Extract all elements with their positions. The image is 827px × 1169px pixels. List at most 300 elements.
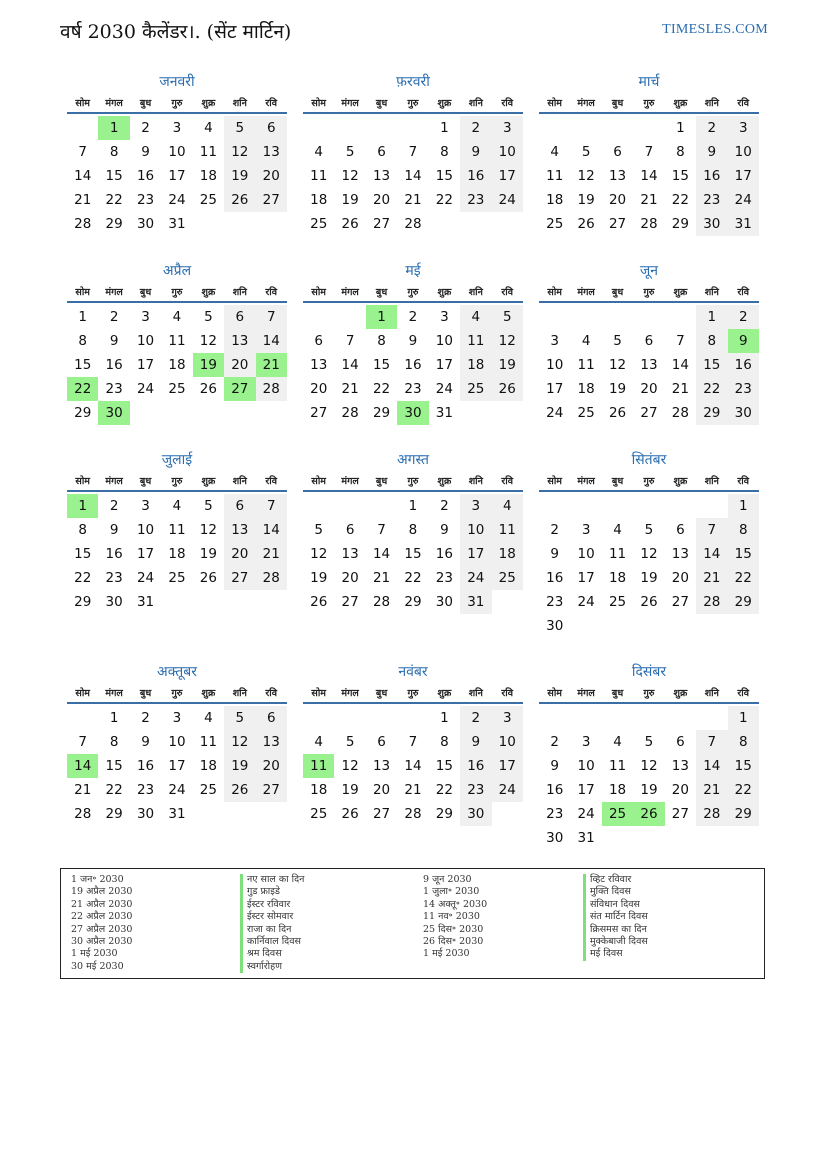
- empty-cell: [334, 116, 365, 140]
- day-cell: 10: [577, 546, 595, 562]
- day-cell: 21: [404, 192, 422, 208]
- day-cell: 11: [608, 546, 627, 562]
- day-cell: 15: [728, 754, 759, 778]
- day-cell: 28: [404, 806, 422, 822]
- day-cell: 1: [728, 706, 759, 730]
- empty-cell: [602, 706, 633, 730]
- weekday-header: [539, 92, 759, 114]
- day-cell: 10: [546, 357, 564, 373]
- legend-entry: 27 अप्रैल 2030: [71, 923, 133, 935]
- day-cell: 8: [408, 522, 418, 538]
- day-cell: 19: [492, 353, 523, 377]
- day-cell: 31: [136, 594, 155, 610]
- day-cell: 23: [460, 188, 491, 212]
- month-name: जुलाई: [161, 452, 193, 468]
- day-cell: 22: [728, 566, 759, 590]
- day-cell: 1: [440, 710, 449, 726]
- weekday-label: सोम: [547, 475, 562, 487]
- day-cell: 16: [460, 164, 491, 188]
- day-cell: 4: [172, 309, 182, 325]
- weekday-label: रवि: [501, 286, 514, 298]
- day-cell: 5: [204, 309, 213, 325]
- day-cell: 7: [345, 333, 355, 349]
- empty-cell: [397, 116, 428, 140]
- day-cell: 24: [577, 806, 595, 822]
- day-cell: 9: [141, 144, 150, 160]
- day-cell: 10: [460, 518, 491, 542]
- day-cell: 4: [314, 144, 323, 160]
- legend-entry: गुड फ्राइडे: [240, 886, 304, 898]
- day-cell: 2: [109, 309, 119, 325]
- day-cell: 13: [372, 758, 391, 774]
- day-cell: 17: [460, 542, 491, 566]
- day-cell: 13: [256, 140, 287, 164]
- holiday-day-cell: 22: [67, 377, 98, 401]
- day-cell: 17: [168, 168, 186, 184]
- day-cell: 24: [492, 188, 523, 212]
- legend-entry: ईस्टर रविवार: [240, 899, 304, 911]
- legend-entry: संत मार्टिन दिवस: [583, 911, 648, 923]
- day-cell: 11: [168, 333, 186, 349]
- day-cell: 16: [546, 782, 564, 798]
- weekday-label: शुक्र: [437, 97, 452, 109]
- day-grid: [303, 494, 523, 614]
- day-cell: 9: [550, 758, 559, 774]
- holiday-day-cell: 30: [98, 401, 129, 425]
- day-cell: 29: [728, 802, 759, 826]
- day-cell: 24: [136, 570, 155, 586]
- day-cell: 4: [204, 120, 213, 136]
- day-cell: 3: [492, 116, 523, 140]
- weekday-header: [303, 92, 523, 114]
- day-cell: 14: [372, 546, 391, 562]
- day-cell: 11: [460, 329, 491, 353]
- weekday-label: शनि: [468, 687, 483, 699]
- empty-cell: [665, 305, 696, 329]
- day-grid: [303, 116, 523, 236]
- day-cell: 15: [105, 168, 123, 184]
- empty-cell: [366, 116, 397, 140]
- page-title: वर्ष 2030 कैलेंडर।. (सेंट मार्टिन): [60, 21, 292, 43]
- day-cell: 6: [676, 522, 685, 538]
- legend-entry: श्रम दिवस: [240, 948, 304, 960]
- day-cell: 24: [136, 381, 155, 397]
- day-cell: 4: [460, 305, 491, 329]
- day-cell: 7: [256, 305, 287, 329]
- day-cell: 23: [136, 192, 155, 208]
- weekday-label: मंगल: [105, 97, 123, 109]
- day-cell: 2: [141, 120, 150, 136]
- day-cell: 26: [199, 381, 217, 397]
- empty-cell: [303, 116, 334, 140]
- day-cell: 2: [460, 116, 491, 140]
- day-cell: 12: [640, 758, 658, 774]
- month-name: मई: [405, 263, 421, 279]
- day-cell: 9: [408, 333, 418, 349]
- empty-cell: [696, 494, 727, 518]
- day-cell: 29: [74, 405, 92, 421]
- day-cell: 10: [435, 333, 453, 349]
- day-cell: 18: [199, 758, 217, 774]
- day-cell: 16: [546, 570, 564, 586]
- day-cell: 23: [105, 381, 123, 397]
- day-cell: 8: [676, 144, 685, 160]
- day-grid: [303, 305, 523, 425]
- weekday-label: गुरु: [171, 475, 183, 487]
- empty-cell: [633, 706, 664, 730]
- day-cell: 6: [676, 734, 685, 750]
- empty-cell: [539, 305, 570, 329]
- day-cell: 8: [78, 522, 87, 538]
- day-cell: 25: [168, 570, 186, 586]
- day-cell: 11: [199, 144, 217, 160]
- month-name: दिसंबर: [631, 664, 667, 680]
- day-cell: 19: [341, 192, 359, 208]
- empty-cell: [602, 116, 633, 140]
- day-cell: 17: [168, 758, 186, 774]
- day-cell: 9: [460, 140, 491, 164]
- day-cell: 25: [546, 216, 564, 232]
- day-cell: 27: [608, 216, 627, 232]
- legend-entry: क्रिसमस का दिन: [583, 924, 648, 936]
- day-cell: 20: [372, 192, 391, 208]
- legend-entry: संविधान दिवस: [583, 899, 648, 911]
- day-cell: 30: [136, 216, 155, 232]
- day-cell: 15: [728, 542, 759, 566]
- legend-entry: 26 दिस॰ 2030: [423, 936, 484, 948]
- day-cell: 5: [581, 144, 591, 160]
- weekday-label: बुध: [611, 687, 624, 699]
- holiday-day-cell: 14: [67, 754, 98, 778]
- day-cell: 20: [640, 381, 658, 397]
- day-cell: 26: [224, 778, 255, 802]
- day-grid: [539, 305, 759, 425]
- day-cell: 7: [408, 734, 418, 750]
- day-cell: 12: [640, 546, 658, 562]
- day-cell: 8: [440, 144, 449, 160]
- day-cell: 7: [644, 144, 654, 160]
- day-cell: 18: [608, 782, 627, 798]
- day-cell: 27: [341, 594, 359, 610]
- legend-entry: 30 अप्रैल 2030: [71, 936, 133, 948]
- weekday-header: [303, 470, 523, 492]
- day-cell: 13: [256, 730, 287, 754]
- site-brand-link[interactable]: TIMESLES.COM: [662, 22, 768, 37]
- day-cell: 8: [696, 329, 727, 353]
- day-cell: 9: [440, 522, 449, 538]
- day-cell: 29: [105, 216, 123, 232]
- day-cell: 28: [256, 377, 287, 401]
- day-cell: 3: [172, 120, 182, 136]
- weekday-label: रवि: [737, 687, 750, 699]
- weekday-header: [539, 470, 759, 492]
- weekday-label: मंगल: [341, 475, 359, 487]
- day-grid: [67, 494, 287, 614]
- day-cell: 15: [435, 168, 453, 184]
- day-cell: 4: [492, 494, 523, 518]
- day-cell: 7: [676, 333, 685, 349]
- day-cell: 28: [696, 590, 727, 614]
- weekday-label: मंगल: [341, 687, 359, 699]
- month-block: [303, 261, 523, 425]
- empty-cell: [366, 494, 397, 518]
- day-cell: 10: [492, 140, 523, 164]
- legend-entry: 30 मई 2030: [71, 960, 124, 972]
- day-cell: 13: [671, 546, 689, 562]
- day-cell: 1: [440, 120, 449, 136]
- empty-cell: [303, 706, 334, 730]
- empty-cell: [397, 706, 428, 730]
- day-cell: 22: [671, 192, 689, 208]
- weekday-label: शनि: [232, 97, 247, 109]
- weekday-label: गुरु: [171, 286, 183, 298]
- day-cell: 26: [577, 216, 595, 232]
- day-cell: 28: [372, 594, 391, 610]
- day-cell: 19: [341, 782, 359, 798]
- day-cell: 1: [78, 309, 87, 325]
- weekday-label: सोम: [75, 97, 90, 109]
- day-cell: 18: [608, 570, 627, 586]
- day-cell: 1: [696, 305, 727, 329]
- day-cell: 21: [671, 381, 689, 397]
- day-cell: 6: [345, 522, 355, 538]
- weekday-label: रवि: [265, 97, 278, 109]
- weekday-label: सोम: [547, 286, 562, 298]
- weekday-header: [303, 281, 523, 303]
- legend-names-col-1: [240, 874, 304, 973]
- day-cell: 24: [546, 405, 564, 421]
- day-cell: 22: [728, 778, 759, 802]
- weekday-label: सोम: [311, 475, 326, 487]
- day-cell: 15: [404, 546, 422, 562]
- day-cell: 29: [728, 590, 759, 614]
- day-cell: 12: [199, 333, 217, 349]
- day-cell: 6: [256, 706, 287, 730]
- day-cell: 6: [256, 116, 287, 140]
- month-block: [539, 72, 759, 236]
- day-cell: 4: [550, 144, 559, 160]
- day-cell: 2: [460, 706, 491, 730]
- weekday-label: गुरु: [407, 97, 419, 109]
- day-cell: 23: [696, 188, 727, 212]
- day-grid: [539, 116, 759, 236]
- holiday-legend: [60, 868, 765, 979]
- day-cell: 30: [546, 830, 564, 846]
- month-block: [303, 72, 523, 236]
- weekday-label: गुरु: [643, 475, 655, 487]
- empty-cell: [633, 494, 664, 518]
- day-cell: 6: [377, 144, 386, 160]
- day-cell: 21: [256, 542, 287, 566]
- day-cell: 16: [105, 546, 123, 562]
- weekday-label: बुध: [375, 286, 388, 298]
- day-cell: 6: [613, 144, 622, 160]
- day-cell: 26: [341, 806, 359, 822]
- day-cell: 25: [199, 782, 217, 798]
- day-cell: 4: [613, 522, 622, 538]
- legend-entry: 1 जुला॰ 2030: [423, 886, 480, 898]
- day-cell: 30: [460, 802, 491, 826]
- day-cell: 20: [224, 353, 255, 377]
- day-cell: 12: [341, 168, 359, 184]
- weekday-label: शुक्र: [437, 475, 452, 487]
- legend-entry: 22 अप्रैल 2030: [71, 911, 133, 923]
- day-cell: 17: [577, 782, 595, 798]
- weekday-label: शुक्र: [673, 97, 688, 109]
- holiday-day-cell: 25: [602, 802, 633, 826]
- legend-entry: 1 मई 2030: [423, 948, 470, 960]
- day-cell: 13: [341, 546, 359, 562]
- day-cell: 25: [310, 806, 328, 822]
- day-cell: 22: [435, 782, 453, 798]
- month-name: जनवरी: [159, 74, 195, 90]
- month-name: सितंबर: [631, 452, 667, 468]
- legend-dates-col-1: [71, 874, 132, 973]
- legend-dates-col-2: [423, 874, 487, 961]
- day-cell: 16: [136, 758, 155, 774]
- day-cell: 24: [168, 782, 186, 798]
- day-cell: 15: [105, 758, 123, 774]
- day-cell: 9: [460, 730, 491, 754]
- weekday-label: गुरु: [171, 687, 183, 699]
- day-cell: 19: [224, 754, 255, 778]
- empty-cell: [366, 706, 397, 730]
- day-cell: 16: [404, 357, 422, 373]
- day-cell: 1: [109, 710, 119, 726]
- day-cell: 5: [204, 498, 213, 514]
- empty-cell: [334, 706, 365, 730]
- weekday-header: [67, 281, 287, 303]
- day-cell: 8: [78, 333, 87, 349]
- day-cell: 22: [74, 570, 92, 586]
- day-cell: 19: [310, 570, 328, 586]
- day-cell: 15: [74, 546, 92, 562]
- day-cell: 30: [435, 594, 453, 610]
- day-cell: 2: [728, 305, 759, 329]
- weekday-label: मंगल: [105, 286, 123, 298]
- day-cell: 25: [310, 216, 328, 232]
- day-cell: 22: [696, 377, 727, 401]
- legend-entry: ईस्टर सोमवार: [240, 911, 304, 923]
- day-cell: 12: [199, 522, 217, 538]
- day-cell: 17: [136, 546, 155, 562]
- day-cell: 29: [372, 405, 391, 421]
- weekday-label: शनि: [704, 687, 719, 699]
- weekday-label: शुक्र: [201, 687, 216, 699]
- day-cell: 9: [141, 734, 150, 750]
- day-cell: 22: [105, 192, 123, 208]
- weekday-label: मंगल: [105, 687, 123, 699]
- day-cell: 28: [74, 806, 92, 822]
- day-cell: 2: [550, 734, 559, 750]
- day-cell: 31: [168, 216, 186, 232]
- day-cell: 2: [440, 498, 449, 514]
- day-cell: 3: [550, 333, 559, 349]
- day-cell: 22: [105, 782, 123, 798]
- month-block: [67, 450, 287, 614]
- day-cell: 19: [608, 381, 627, 397]
- day-cell: 21: [696, 778, 727, 802]
- day-cell: 24: [728, 188, 759, 212]
- day-cell: 11: [310, 168, 328, 184]
- day-cell: 10: [728, 140, 759, 164]
- day-cell: 23: [105, 570, 123, 586]
- day-cell: 23: [136, 782, 155, 798]
- day-cell: 20: [671, 782, 689, 798]
- day-cell: 10: [136, 522, 155, 538]
- day-cell: 2: [109, 498, 119, 514]
- day-cell: 13: [671, 758, 689, 774]
- weekday-label: शनि: [232, 286, 247, 298]
- day-cell: 23: [435, 570, 453, 586]
- day-cell: 16: [105, 357, 123, 373]
- empty-cell: [67, 116, 98, 140]
- day-cell: 31: [168, 806, 186, 822]
- day-cell: 6: [377, 734, 386, 750]
- legend-entry: 19 अप्रैल 2030: [71, 886, 133, 898]
- month-name: जून: [639, 263, 659, 279]
- day-cell: 21: [74, 782, 92, 798]
- day-cell: 27: [224, 566, 255, 590]
- legend-entry: 25 दिस॰ 2030: [423, 923, 484, 935]
- empty-cell: [633, 116, 664, 140]
- day-cell: 28: [74, 216, 92, 232]
- day-cell: 21: [372, 570, 391, 586]
- day-cell: 12: [492, 329, 523, 353]
- day-cell: 29: [74, 594, 92, 610]
- weekday-label: गुरु: [407, 687, 419, 699]
- legend-entry: 11 नव॰ 2030: [423, 911, 480, 923]
- day-cell: 20: [372, 782, 391, 798]
- day-cell: 18: [546, 192, 564, 208]
- day-cell: 21: [696, 566, 727, 590]
- day-cell: 14: [671, 357, 689, 373]
- legend-entry: 14 अक्तू॰ 2030: [423, 898, 488, 910]
- day-cell: 7: [696, 518, 727, 542]
- empty-cell: [665, 494, 696, 518]
- day-cell: 9: [696, 140, 727, 164]
- weekday-label: रवि: [265, 687, 278, 699]
- day-cell: 1: [728, 494, 759, 518]
- empty-cell: [602, 305, 633, 329]
- day-cell: 7: [408, 144, 418, 160]
- day-cell: 14: [404, 168, 422, 184]
- day-grid: [539, 706, 759, 850]
- weekday-label: बुध: [611, 475, 624, 487]
- weekday-header: [303, 682, 523, 704]
- day-grid: [539, 494, 759, 638]
- day-cell: 25: [608, 594, 627, 610]
- day-cell: 11: [577, 357, 595, 373]
- month-name: नवंबर: [398, 664, 428, 680]
- day-cell: 18: [310, 192, 328, 208]
- day-cell: 27: [256, 778, 287, 802]
- day-cell: 3: [460, 494, 491, 518]
- legend-entry: व्हिट रविवार: [583, 874, 648, 886]
- empty-cell: [696, 706, 727, 730]
- weekday-label: शनि: [704, 97, 719, 109]
- weekday-label: बुध: [375, 475, 388, 487]
- legend-entry: मई दिवस: [583, 948, 648, 960]
- weekday-label: शनि: [704, 286, 719, 298]
- day-cell: 4: [581, 333, 591, 349]
- weekday-label: गुरु: [171, 97, 183, 109]
- day-cell: 26: [640, 594, 658, 610]
- day-cell: 7: [78, 734, 87, 750]
- day-cell: 28: [256, 566, 287, 590]
- weekday-header: [67, 92, 287, 114]
- weekday-label: बुध: [611, 97, 624, 109]
